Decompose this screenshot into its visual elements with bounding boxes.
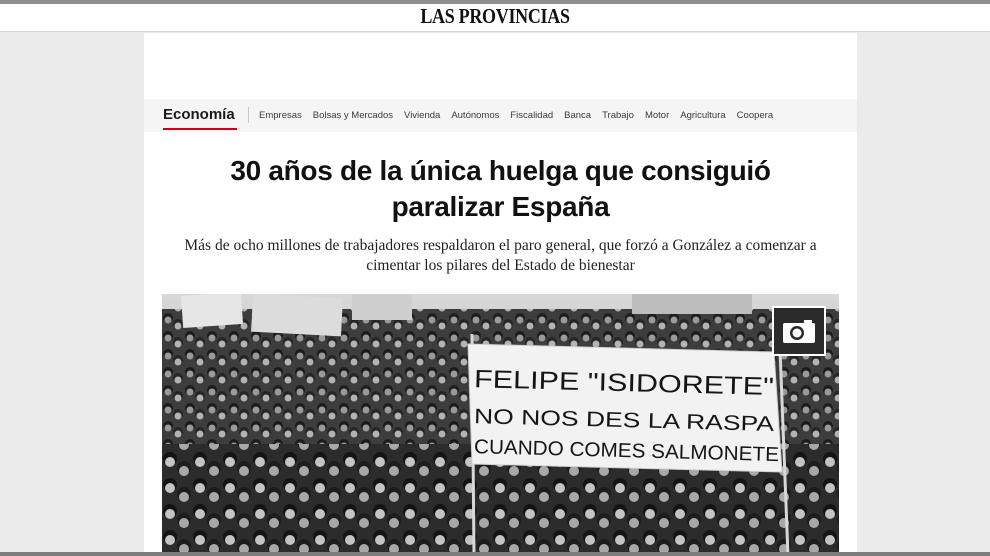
masthead	[0, 4, 990, 32]
section-nav	[144, 99, 857, 132]
camera-icon	[782, 318, 816, 344]
section-link-banca[interactable]: Banca	[564, 110, 592, 121]
article-headline: 30 años de la única huelga que consiguió paralizar España	[230, 155, 771, 222]
section-link-empresas[interactable]: Empresas	[259, 110, 302, 121]
section-underline	[163, 128, 237, 130]
section-divider	[248, 107, 249, 123]
banner-line-3: CUANDO COMES SALMONETE	[473, 436, 769, 466]
main-content	[144, 33, 857, 556]
banner-line-2: NO NOS DES LA RASPA	[473, 405, 712, 435]
section-link-coopera[interactable]: Coopera	[736, 110, 774, 121]
site-logo[interactable]: LAS PROVINCIAS	[420, 4, 570, 28]
section-link-fiscalidad[interactable]: Fiscalidad	[510, 110, 554, 121]
article-subheadline: Más de ocho millones de trabajadores respaldaron el paro general, que forzó a González a comenzar a cimentar los pilares del Estado de bienestar	[184, 237, 817, 274]
section-link-bolsas[interactable]: Bolsas y Mercados	[312, 110, 394, 121]
banner-line-1: FELIPE "ISIDORETE"	[473, 365, 720, 400]
gallery-button[interactable]	[772, 306, 826, 356]
section-links	[259, 110, 773, 121]
section-link-agricultura[interactable]: Agricultura	[680, 110, 726, 121]
section-link-trabajo[interactable]: Trabajo	[602, 110, 634, 121]
section-link-motor[interactable]: Motor	[644, 110, 670, 121]
article-photo[interactable]	[162, 294, 839, 556]
section-link-autonomos[interactable]: Autónomos	[451, 110, 500, 121]
section-link-vivienda[interactable]: Vivienda	[404, 110, 441, 121]
protest-photo-illustration	[162, 294, 839, 556]
section-title[interactable]: Economía	[163, 106, 235, 123]
ad-slot	[144, 33, 857, 99]
bottom-border	[0, 552, 990, 556]
